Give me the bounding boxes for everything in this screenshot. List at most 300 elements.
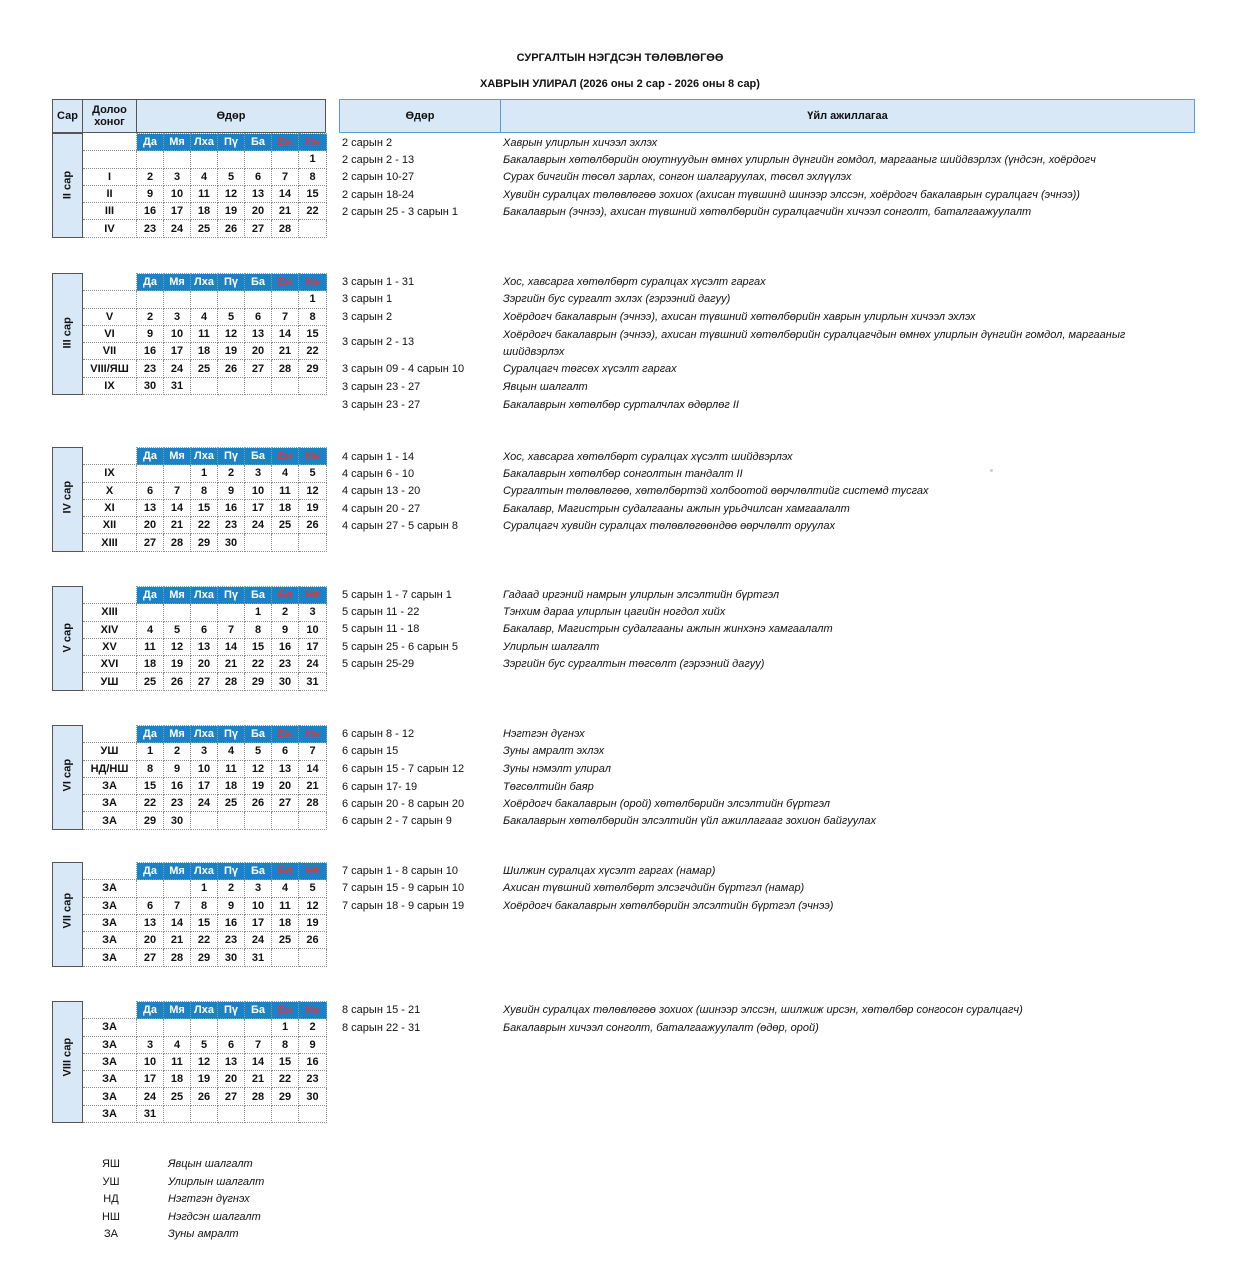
month-label-cell — [53, 863, 83, 967]
day-cell: 21 — [245, 1071, 272, 1088]
legend-text: Нэгдсэн шалгалт — [168, 1211, 261, 1223]
event-date: 7 сарын 18 - 9 сарын 19 — [342, 900, 465, 912]
month-label-cell — [53, 587, 83, 691]
day-cell: 9 — [137, 185, 164, 202]
day-cell — [245, 812, 272, 829]
weekday-header: Бя — [272, 726, 299, 743]
weekday-header: Пү — [218, 726, 245, 743]
day-cell — [245, 1019, 272, 1036]
day-cell — [191, 1105, 218, 1122]
day-cell: 4 — [272, 880, 299, 897]
day-cell: 23 — [299, 1071, 327, 1088]
week-label: VI — [83, 325, 137, 342]
day-cell: 22 — [299, 203, 327, 220]
page-title: СУРГАЛТЫН НЭГДСЭН ТӨЛӨВЛӨГӨӨ — [516, 52, 724, 64]
day-cell: 22 — [245, 656, 272, 673]
day-cell: 21 — [164, 932, 191, 949]
event-date: 2 сарын 2 — [342, 137, 393, 149]
day-cell: 24 — [191, 795, 218, 812]
day-cell — [191, 604, 218, 621]
day-cell: 8 — [299, 168, 327, 185]
week-label: XIII — [83, 534, 137, 551]
day-cell: 15 — [245, 638, 272, 655]
weekday-header: Лха — [191, 1002, 218, 1019]
day-cell: 19 — [191, 1071, 218, 1088]
week-label: IX — [83, 377, 137, 394]
day-cell: 18 — [164, 1071, 191, 1088]
scan-dot — [990, 469, 993, 472]
day-cell: 29 — [137, 812, 164, 829]
week-label: VIII/ЯШ — [83, 360, 137, 377]
day-cell: 7 — [272, 308, 299, 325]
day-cell: 6 — [245, 308, 272, 325]
day-cell: 7 — [299, 743, 327, 760]
day-cell: 8 — [191, 897, 218, 914]
day-cell: 13 — [245, 325, 272, 342]
day-cell: 22 — [191, 932, 218, 949]
weekday-header: Бя — [272, 274, 299, 291]
day-cell: 19 — [218, 343, 245, 360]
day-cell: 11 — [137, 638, 164, 655]
day-cell: 11 — [272, 482, 299, 499]
week-row — [53, 621, 327, 638]
event-activity: Хоёрдогч бакалаврын хөтөлбөрийн элсэлтийн бүртгэл (эчнээ) — [503, 900, 834, 912]
day-cell: 6 — [191, 621, 218, 638]
day-cell: 18 — [137, 656, 164, 673]
weekday-header: Лха — [191, 587, 218, 604]
day-cell: 14 — [272, 185, 299, 202]
week-header: Долоо хоног — [83, 100, 137, 133]
day-cell: 28 — [272, 220, 299, 237]
day-cell: 28 — [299, 795, 327, 812]
week-row — [53, 812, 327, 829]
day-cell: 14 — [218, 638, 245, 655]
day-cell: 5 — [299, 465, 327, 482]
weekday-header: Ба — [245, 448, 272, 465]
weekday-header: Бя — [272, 587, 299, 604]
weekday-header: Мя — [164, 448, 191, 465]
weekday-header: Лха — [191, 134, 218, 151]
weekday-header: Да — [137, 448, 164, 465]
week-row — [53, 673, 327, 690]
day-cell — [245, 534, 272, 551]
day-cell — [299, 949, 327, 966]
week-row — [53, 1053, 327, 1070]
weekday-header: Да — [137, 274, 164, 291]
month-label-cell — [53, 134, 83, 238]
day-cell — [272, 291, 299, 308]
legend-text: Нэгтгэн дүгнэх — [168, 1193, 250, 1205]
day-cell: 9 — [164, 760, 191, 777]
week-row — [53, 220, 327, 237]
day-cell: 23 — [164, 795, 191, 812]
week-label: I — [83, 168, 137, 185]
day-cell: 4 — [218, 743, 245, 760]
week-label: ЗА — [83, 1105, 137, 1122]
day-cell: 14 — [164, 914, 191, 931]
event-date: 2 сарын 10-27 — [342, 171, 415, 183]
day-header: Өдөр — [137, 100, 326, 133]
event-activity: Гадаад иргэний намрын улирлын элсэлтийн бүртгэл — [503, 589, 780, 601]
day-cell: 19 — [299, 914, 327, 931]
day-cell: 14 — [272, 325, 299, 342]
day-cell: 13 — [137, 499, 164, 516]
day-cell — [218, 812, 245, 829]
day-cell: 16 — [137, 343, 164, 360]
event-activity: Суралцагч төгсөх хүсэлт гаргах — [503, 363, 677, 375]
day-cell: 28 — [164, 534, 191, 551]
week-row — [53, 534, 327, 551]
event-activity: Бакалавр, Магистрын судалгааны ажлын урьдчилсан хамгаалалт — [503, 503, 850, 515]
day-cell: 25 — [191, 220, 218, 237]
day-cell: 9 — [272, 621, 299, 638]
day-cell: 30 — [272, 673, 299, 690]
week-label: ЗА — [83, 777, 137, 794]
event-activity: Бакалаврын хичээл сонголт, баталгаажуулалт (өдөр, орой) — [503, 1022, 819, 1034]
week-label — [83, 291, 137, 308]
day-cell: 31 — [245, 949, 272, 966]
day-cell: 23 — [272, 656, 299, 673]
day-cell: 16 — [164, 777, 191, 794]
day-cell: 27 — [191, 673, 218, 690]
day-cell — [137, 880, 164, 897]
day-cell: 10 — [164, 185, 191, 202]
day-cell — [137, 1019, 164, 1036]
activity-header: Үйл ажиллагаа — [501, 99, 1195, 133]
event-activity: Хувийн суралцах төлөвлөгөө зохиох (ахисан түвшинд шинээр элссэн, хоёрдогч бакалаврын суралцагч (эчнээ)) — [503, 189, 1080, 201]
day-cell: 12 — [191, 1053, 218, 1070]
day-cell: 25 — [137, 673, 164, 690]
weekday-header: Лха — [191, 863, 218, 880]
calendar-month — [52, 725, 327, 830]
day-cell: 15 — [137, 777, 164, 794]
month-label: IV сар — [61, 481, 74, 514]
day-cell: 8 — [191, 482, 218, 499]
day-cell — [299, 1105, 327, 1122]
day-cell: 22 — [299, 343, 327, 360]
day-cell: 5 — [218, 308, 245, 325]
event-date: 3 сарын 23 - 27 — [342, 399, 421, 411]
week-label: XI — [83, 499, 137, 516]
weekday-header: Пү — [218, 448, 245, 465]
day-cell: 19 — [164, 656, 191, 673]
day-cell: 22 — [272, 1071, 299, 1088]
day-cell — [245, 1105, 272, 1122]
weekday-header: Ня — [299, 134, 327, 151]
day-cell: 20 — [191, 656, 218, 673]
week-header-blank — [83, 134, 137, 151]
day-cell: 9 — [218, 897, 245, 914]
week-row — [53, 499, 327, 516]
weekday-header: Пү — [218, 134, 245, 151]
day-cell: 17 — [164, 203, 191, 220]
event-date: 3 сарын 2 — [342, 311, 393, 323]
week-row — [53, 604, 327, 621]
day-cell — [137, 151, 164, 168]
day-cell: 1 — [245, 604, 272, 621]
day-cell: 25 — [272, 517, 299, 534]
day-cell: 9 — [137, 325, 164, 342]
day-cell — [137, 465, 164, 482]
day-cell: 6 — [218, 1036, 245, 1053]
event-activity: Сургалтын төлөвлөгөө, хөтөлбөртэй холбоотой өөрчлөлтийг системд тусгах — [503, 485, 929, 497]
day-cell: 21 — [164, 517, 191, 534]
weekday-header: Ня — [299, 587, 327, 604]
day-cell: 17 — [164, 343, 191, 360]
legend-code: УШ — [102, 1176, 120, 1188]
day-cell: 20 — [218, 1071, 245, 1088]
day-cell: 5 — [245, 743, 272, 760]
event-activity: Хувийн суралцах төлөвлөгөө зохиох (шинээр элссэн, шилжиж ирсэн, хөтөлбөр сонгосон суралцагч) — [503, 1004, 1023, 1016]
day-cell: 10 — [191, 760, 218, 777]
day-cell: 29 — [191, 949, 218, 966]
event-date: 5 сарын 11 - 22 — [342, 606, 420, 618]
day-cell: 1 — [299, 291, 327, 308]
day-cell: 14 — [245, 1053, 272, 1070]
day-cell: 2 — [272, 604, 299, 621]
day-cell: 26 — [218, 360, 245, 377]
weekday-header: Мя — [164, 134, 191, 151]
week-label: НД/НШ — [83, 760, 137, 777]
day-cell: 10 — [245, 482, 272, 499]
day-cell: 25 — [272, 932, 299, 949]
weekday-header: Ба — [245, 726, 272, 743]
day-cell: 10 — [164, 325, 191, 342]
day-cell: 4 — [164, 1036, 191, 1053]
day-cell: 13 — [272, 760, 299, 777]
day-cell: 24 — [299, 656, 327, 673]
day-cell — [218, 604, 245, 621]
day-cell — [272, 534, 299, 551]
day-cell — [164, 465, 191, 482]
day-cell: 11 — [164, 1053, 191, 1070]
event-date: 8 сарын 22 - 31 — [342, 1022, 421, 1034]
week-row — [53, 185, 327, 202]
week-row — [53, 795, 327, 812]
month-label: VII сар — [61, 893, 74, 929]
day-cell — [137, 604, 164, 621]
day-cell: 8 — [272, 1036, 299, 1053]
day-cell: 16 — [218, 499, 245, 516]
weekday-header: Лха — [191, 274, 218, 291]
day-cell — [299, 534, 327, 551]
day-cell: 7 — [245, 1036, 272, 1053]
day-cell — [191, 1019, 218, 1036]
day-cell: 22 — [191, 517, 218, 534]
day-cell: 3 — [191, 743, 218, 760]
day-cell — [299, 220, 327, 237]
weekday-header: Ба — [245, 134, 272, 151]
week-label: VII — [83, 343, 137, 360]
day-cell: 20 — [137, 932, 164, 949]
day-cell: 7 — [272, 168, 299, 185]
day-cell — [272, 949, 299, 966]
day-cell: 18 — [191, 343, 218, 360]
day-cell — [272, 1105, 299, 1122]
day-cell: 28 — [272, 360, 299, 377]
day-cell: 3 — [299, 604, 327, 621]
day-cell: 2 — [218, 880, 245, 897]
week-header-blank — [83, 274, 137, 291]
legend-code: НШ — [101, 1211, 121, 1223]
day-cell: 23 — [137, 220, 164, 237]
week-row — [53, 949, 327, 966]
day-cell: 28 — [218, 673, 245, 690]
day-cell: 1 — [137, 743, 164, 760]
week-row — [53, 638, 327, 655]
day-cell: 15 — [299, 185, 327, 202]
day-cell: 7 — [164, 897, 191, 914]
day-cell: 17 — [137, 1071, 164, 1088]
day-cell: 15 — [191, 914, 218, 931]
day-cell: 30 — [299, 1088, 327, 1105]
day-cell: 11 — [191, 325, 218, 342]
day-cell: 18 — [272, 499, 299, 516]
day-cell: 1 — [191, 880, 218, 897]
day-cell: 21 — [272, 203, 299, 220]
day-cell — [164, 604, 191, 621]
day-cell: 20 — [272, 777, 299, 794]
day-cell: 28 — [245, 1088, 272, 1105]
event-date: 8 сарын 15 - 21 — [342, 1004, 421, 1016]
event-date: 6 сарын 15 - 7 сарын 12 — [342, 763, 465, 775]
week-label: УШ — [83, 673, 137, 690]
month-label: III сар — [61, 317, 74, 349]
event-date: 3 сарын 1 - 31 — [342, 276, 415, 288]
day-cell: 24 — [245, 932, 272, 949]
weekday-header: Пү — [218, 587, 245, 604]
weekday-header: Бя — [272, 448, 299, 465]
week-row — [53, 760, 327, 777]
week-row — [53, 151, 327, 168]
week-row — [53, 168, 327, 185]
event-activity: Зэргийн бус сургалт эхлэх (гэрээний дагуу) — [503, 293, 731, 305]
event-activity: Төгсөлтийн баяр — [503, 781, 594, 793]
legend-text: Явцын шалгалт — [168, 1158, 253, 1170]
day-cell: 27 — [137, 534, 164, 551]
event-activity: Бакалаврын хөтөлбөр сонголтын тандалт II — [503, 468, 743, 480]
event-activity: Зуны амралт эхлэх — [503, 745, 605, 757]
event-date: 3 сарын 2 - 13 — [342, 336, 415, 348]
weekday-header: Мя — [164, 274, 191, 291]
week-label: IX — [83, 465, 137, 482]
day-cell: 8 — [245, 621, 272, 638]
weekday-header: Пү — [218, 274, 245, 291]
weekday-header: Ба — [245, 863, 272, 880]
day-cell: 30 — [218, 534, 245, 551]
week-label: II — [83, 185, 137, 202]
day-cell: 2 — [218, 465, 245, 482]
day-cell — [218, 151, 245, 168]
day-cell: 12 — [299, 897, 327, 914]
weekday-header: Ня — [299, 448, 327, 465]
day-cell: 17 — [245, 914, 272, 931]
month-label-cell — [53, 1002, 83, 1123]
week-row — [53, 360, 327, 377]
day-cell: 10 — [299, 621, 327, 638]
weekday-header: Ня — [299, 863, 327, 880]
day-cell: 12 — [245, 760, 272, 777]
day-cell: 19 — [245, 777, 272, 794]
weekday-header: Мя — [164, 587, 191, 604]
day-cell: 2 — [164, 743, 191, 760]
day-cell: 26 — [245, 795, 272, 812]
legend-code: ЗА — [104, 1228, 118, 1240]
day-cell: 4 — [191, 308, 218, 325]
day-cell: 12 — [299, 482, 327, 499]
day-cell — [299, 812, 327, 829]
event-activity: Хоёрдогч бакалаврын (орой) хөтөлбөрийн элсэлтийн бүртгэл — [503, 798, 830, 810]
week-label: ЗА — [83, 897, 137, 914]
weekday-header: Да — [137, 726, 164, 743]
month-label-cell — [53, 448, 83, 552]
day-cell: 15 — [191, 499, 218, 516]
day-cell: 15 — [272, 1053, 299, 1070]
day-cell: 4 — [137, 621, 164, 638]
week-label: XVI — [83, 656, 137, 673]
day-cell — [272, 151, 299, 168]
day-cell — [218, 1105, 245, 1122]
week-label: V — [83, 308, 137, 325]
weekday-header: Ба — [245, 1002, 272, 1019]
weekday-header: Ня — [299, 726, 327, 743]
event-date: 4 сарын 13 - 20 — [342, 485, 421, 497]
day-cell: 16 — [218, 914, 245, 931]
day-cell: 24 — [245, 517, 272, 534]
day-cell: 21 — [218, 656, 245, 673]
day-cell — [299, 377, 327, 394]
month-label-cell — [53, 274, 83, 395]
day-cell: 20 — [245, 203, 272, 220]
day-cell — [137, 291, 164, 308]
day-cell: 6 — [245, 168, 272, 185]
day-cell: 10 — [245, 897, 272, 914]
event-activity: Хаврын улирлын хичээл эхлэх — [503, 137, 658, 149]
week-row — [53, 1019, 327, 1036]
event-activity: Бакалаврын хөтөлбөрийн элсэлтийн үйл ажиллагааг зохион байгуулах — [503, 815, 876, 827]
left-header — [52, 99, 326, 133]
week-row — [53, 1071, 327, 1088]
week-header-blank — [83, 726, 137, 743]
event-activity: Сурах бичгийн төсөл зарлах, сонгон шалгаруулах, төсөл эхлүүлэх — [503, 171, 852, 183]
weekday-header: Пү — [218, 863, 245, 880]
day-cell: 2 — [137, 308, 164, 325]
day-cell: 30 — [137, 377, 164, 394]
event-date: 3 сарын 1 — [342, 293, 393, 305]
event-date: 6 сарын 17- 19 — [342, 781, 418, 793]
day-cell: 14 — [299, 760, 327, 777]
weekday-header: Ба — [245, 274, 272, 291]
day-cell — [272, 377, 299, 394]
weekday-header: Ня — [299, 274, 327, 291]
day-cell: 29 — [191, 534, 218, 551]
day-cell — [191, 812, 218, 829]
week-row — [53, 325, 327, 342]
day-cell: 20 — [137, 517, 164, 534]
day-cell: 29 — [245, 673, 272, 690]
right-header — [339, 99, 1195, 133]
week-row — [53, 308, 327, 325]
day-cell: 5 — [299, 880, 327, 897]
day-cell: 1 — [272, 1019, 299, 1036]
event-activity: Хос, хавсарга хөтөлбөрт суралцах хүсэлт гаргах — [503, 276, 766, 288]
event-date: 6 сарын 2 - 7 сарын 9 — [342, 815, 452, 827]
weekday-header: Бя — [272, 1002, 299, 1019]
day-cell: 11 — [218, 760, 245, 777]
week-row — [53, 291, 327, 308]
week-label: УШ — [83, 743, 137, 760]
calendar-month — [52, 1001, 327, 1123]
